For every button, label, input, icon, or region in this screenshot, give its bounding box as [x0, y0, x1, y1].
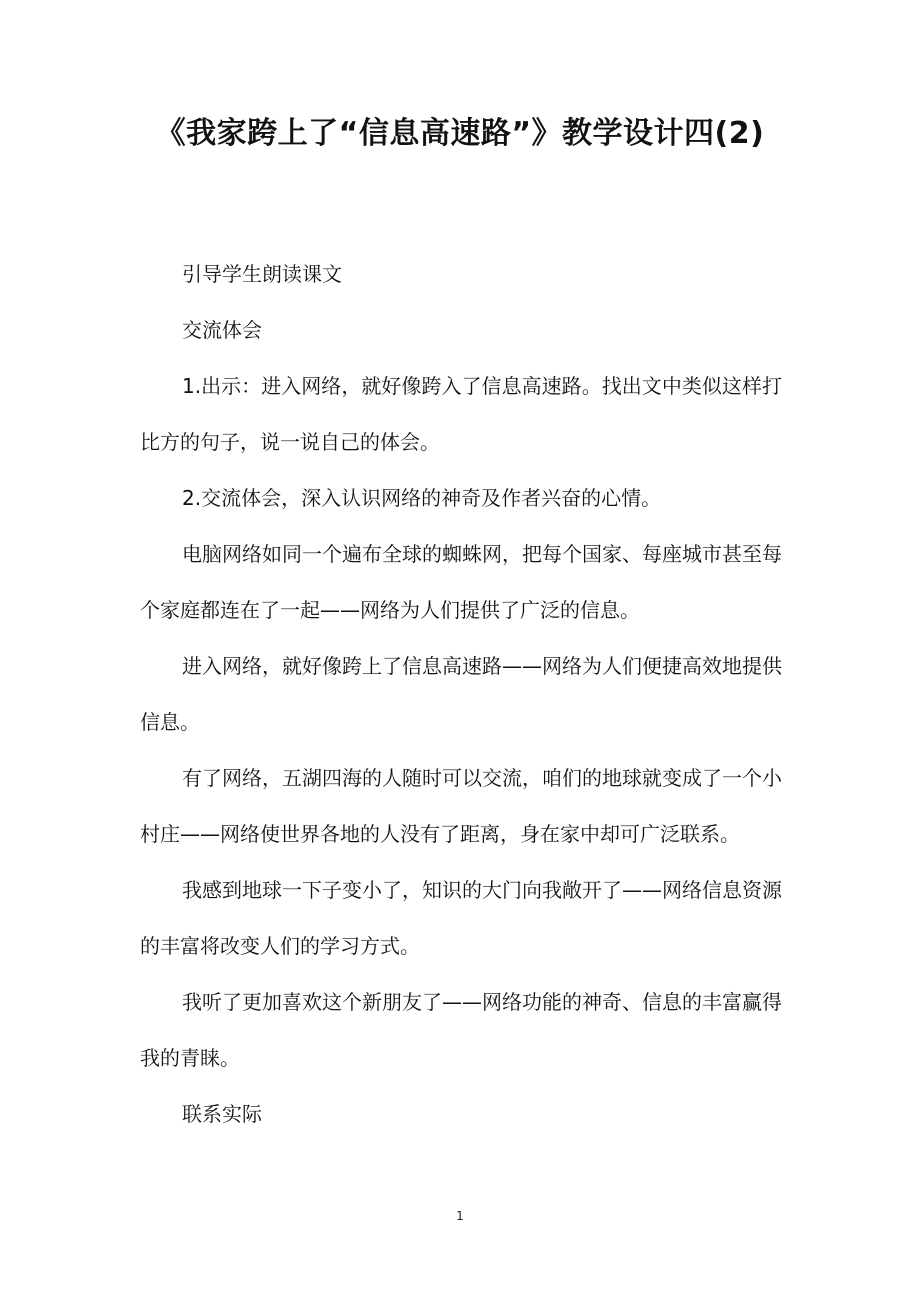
- paragraph: 2.交流体会，深入认识网络的神奇及作者兴奋的心情。: [182, 486, 662, 510]
- paragraph: 我听了更加喜欢这个新朋友了——网络功能的神奇、信息的丰富赢得我的青睐。: [140, 990, 782, 1070]
- paragraph: 有了网络，五湖四海的人随时可以交流，咱们的地球就变成了一个小村庄——网络使世界各地的人没有了距离，身在家中却可广泛联系。: [140, 766, 782, 846]
- paragraph: 引导学生朗读课文: [182, 262, 342, 286]
- paragraph: 1.出示：进入网络，就好像跨入了信息高速路。找出文中类似这样打比方的句子，说一说自己的体会。: [140, 374, 782, 454]
- page-number: 1: [456, 1209, 464, 1223]
- paragraph: 进入网络，就好像跨上了信息高速路——网络为人们便捷高效地提供信息。: [140, 654, 782, 734]
- paragraph: 电脑网络如同一个遍布全球的蜘蛛网，把每个国家、每座城市甚至每个家庭都连在了一起——网络为人们提供了广泛的信息。: [140, 542, 782, 622]
- paragraph: 交流体会: [182, 318, 262, 342]
- document-body: [140, 246, 782, 1142]
- document-title: 《我家跨上了“信息高速路”》教学设计四(2): [155, 116, 765, 151]
- paragraph: 我感到地球一下子变小了，知识的大门向我敞开了——网络信息资源的丰富将改变人们的学习方式。: [140, 878, 782, 958]
- paragraph: 联系实际: [182, 1102, 262, 1126]
